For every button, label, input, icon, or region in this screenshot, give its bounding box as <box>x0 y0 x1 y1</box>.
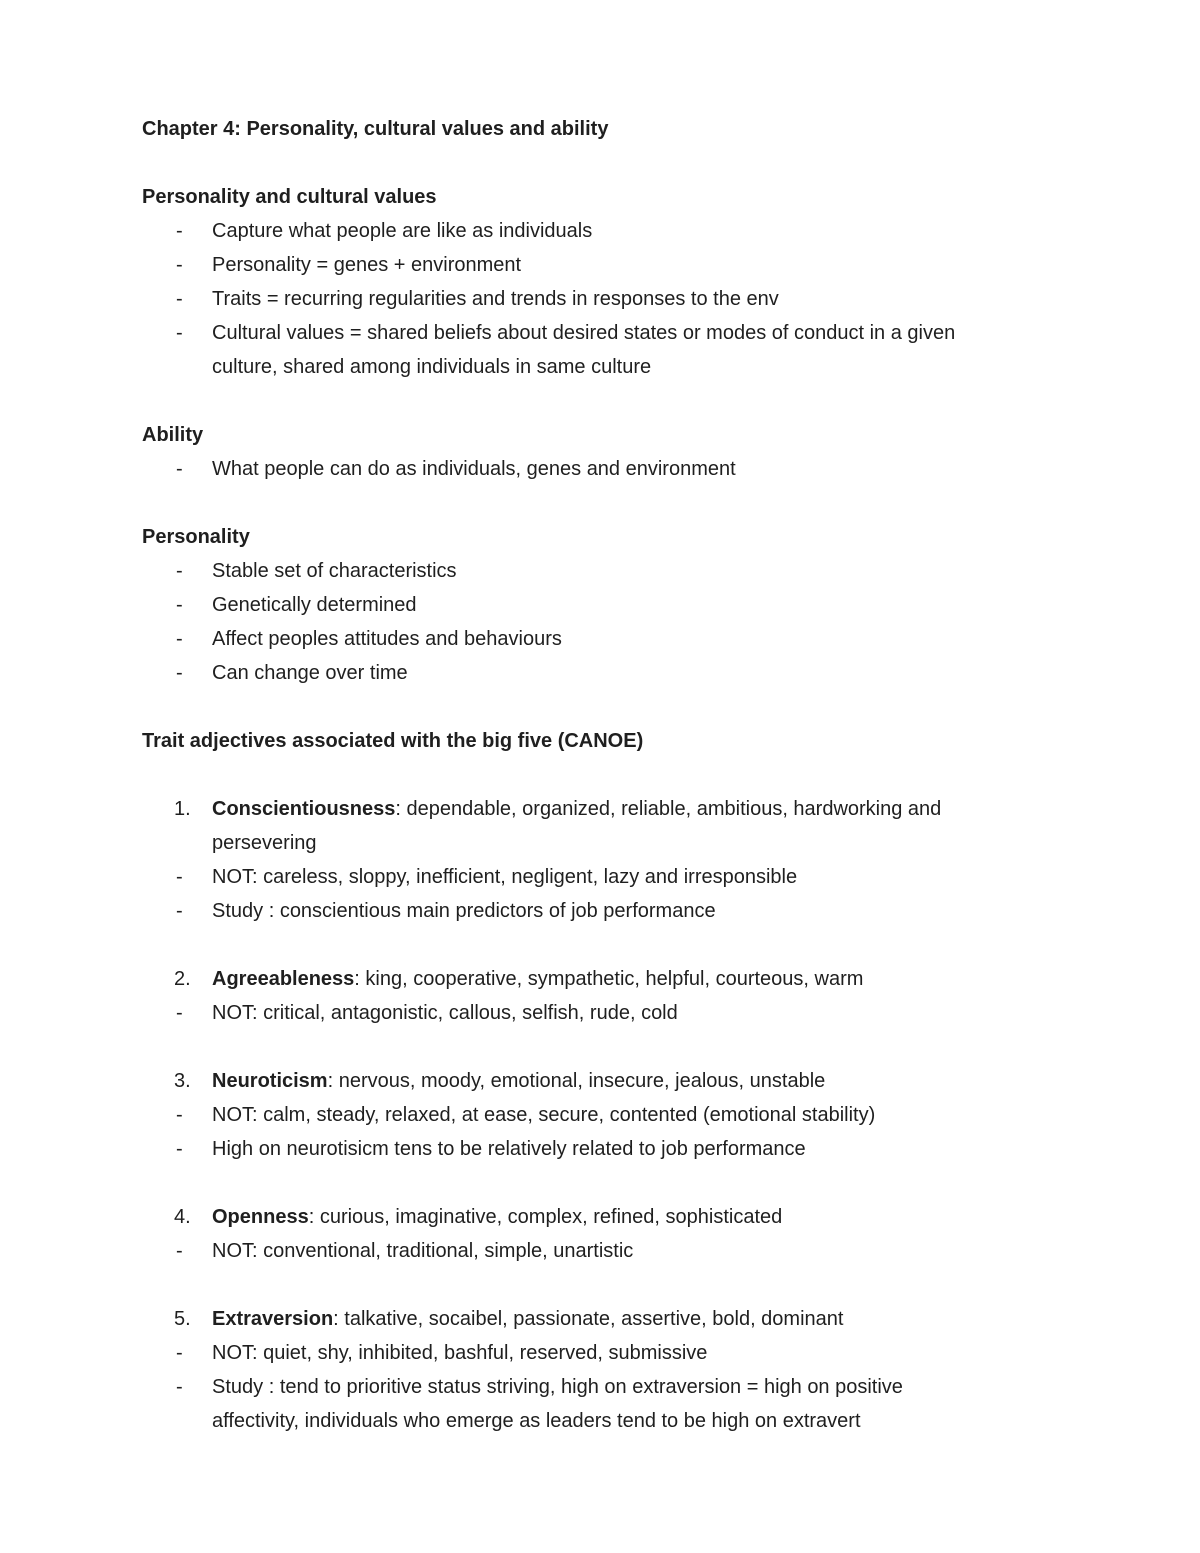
list-item-continuation: culture, shared among individuals in same culture <box>212 356 652 378</box>
list-item: - NOT: quiet, shy, inhibited, bashful, reserved, submissive <box>142 1336 1042 1370</box>
list-item: - Study : conscientious main predictors of job performance <box>142 894 1042 928</box>
trait-item-neuroticism <box>142 1064 1042 1098</box>
list-item: - NOT: calm, steady, relaxed, at ease, secure, contented (emotional stability) <box>142 1098 1042 1132</box>
list-item: - Capture what people are like as individuals <box>142 214 1042 248</box>
list-item: - Stable set of characteristics <box>142 554 1042 588</box>
section-heading-ability: Ability <box>142 424 204 446</box>
bullet-dash: - <box>176 628 183 650</box>
bullet-dash: - <box>176 322 183 344</box>
section-heading-personality: Personality <box>142 526 250 548</box>
spacer <box>142 1268 1042 1302</box>
bullet-dash: - <box>176 1138 183 1160</box>
section-heading-personality-cultural-values: Personality and cultural values <box>142 186 437 208</box>
bullet-dash: - <box>176 1376 183 1398</box>
bullet-dash: - <box>176 1104 183 1126</box>
list-number: 4. <box>174 1206 191 1228</box>
document-page <box>142 112 1042 1438</box>
list-number: 2. <box>174 968 191 990</box>
document-title: Chapter 4: Personality, cultural values and ability <box>142 118 609 140</box>
trait-item-openness <box>142 1200 1042 1234</box>
trait-item-agreeableness <box>142 962 1042 996</box>
trait-term: Conscientiousness <box>212 798 396 820</box>
bullet-dash: - <box>176 220 183 242</box>
list-item: - Study : tend to prioritive status striving, high on extraversion = high on positive <box>142 1370 1042 1404</box>
bullet-dash: - <box>176 1240 183 1262</box>
spacer <box>142 384 1042 418</box>
list-item: - High on neurotisicm tens to be relatively related to job performance <box>142 1132 1042 1166</box>
bullet-dash: - <box>176 594 183 616</box>
trait-term: Extraversion <box>212 1308 334 1330</box>
list-item: - Can change over time <box>142 656 1042 690</box>
list-number: 1. <box>174 798 191 820</box>
bullet-dash: - <box>176 560 183 582</box>
section-heading-big-five: Trait adjectives associated with the big five (CANOE) <box>142 730 644 752</box>
list-item: - NOT: conventional, traditional, simple, unartistic <box>142 1234 1042 1268</box>
trait-description: : dependable, organized, reliable, ambitious, hardworking and <box>395 798 942 820</box>
spacer <box>142 758 1042 792</box>
list-item: - Personality = genes + environment <box>142 248 1042 282</box>
bullet-dash: - <box>176 1002 183 1024</box>
trait-item-extraversion <box>142 1302 1042 1336</box>
spacer <box>142 690 1042 724</box>
trait-term: Openness <box>212 1206 309 1228</box>
spacer <box>142 146 1042 180</box>
list-number: 3. <box>174 1070 191 1092</box>
trait-description: : talkative, socaibel, passionate, assertive, bold, dominant <box>333 1308 844 1330</box>
list-number: 5. <box>174 1308 191 1330</box>
bullet-dash: - <box>176 1342 183 1364</box>
list-item: - Traits = recurring regularities and trends in responses to the env <box>142 282 1042 316</box>
bullet-dash: - <box>176 288 183 310</box>
bullet-dash: - <box>176 866 183 888</box>
trait-description: : curious, imaginative, complex, refined, sophisticated <box>308 1206 783 1228</box>
trait-item-conscientiousness <box>142 792 1042 826</box>
list-item: - Affect peoples attitudes and behaviours <box>142 622 1042 656</box>
spacer <box>142 1166 1042 1200</box>
bullet-dash: - <box>176 254 183 276</box>
spacer <box>142 928 1042 962</box>
list-item: - What people can do as individuals, genes and environment <box>142 452 1042 486</box>
spacer <box>142 486 1042 520</box>
bullet-dash: - <box>176 900 183 922</box>
trait-term: Neuroticism <box>212 1070 328 1092</box>
spacer <box>142 1030 1042 1064</box>
list-item: - Cultural values = shared beliefs about desired states or modes of conduct in a given <box>142 316 1042 350</box>
bullet-dash: - <box>176 458 183 480</box>
list-item: - Genetically determined <box>142 588 1042 622</box>
list-item: - NOT: careless, sloppy, inefficient, negligent, lazy and irresponsible <box>142 860 1042 894</box>
trait-description: : nervous, moody, emotional, insecure, jealous, unstable <box>327 1070 826 1092</box>
bullet-dash: - <box>176 662 183 684</box>
trait-description-continuation: persevering <box>212 832 317 854</box>
list-item: - NOT: critical, antagonistic, callous, selfish, rude, cold <box>142 996 1042 1030</box>
list-item-continuation: affectivity, individuals who emerge as leaders tend to be high on extravert <box>212 1410 861 1432</box>
trait-description: : king, cooperative, sympathetic, helpful, courteous, warm <box>354 968 864 990</box>
trait-term: Agreeableness <box>212 968 355 990</box>
